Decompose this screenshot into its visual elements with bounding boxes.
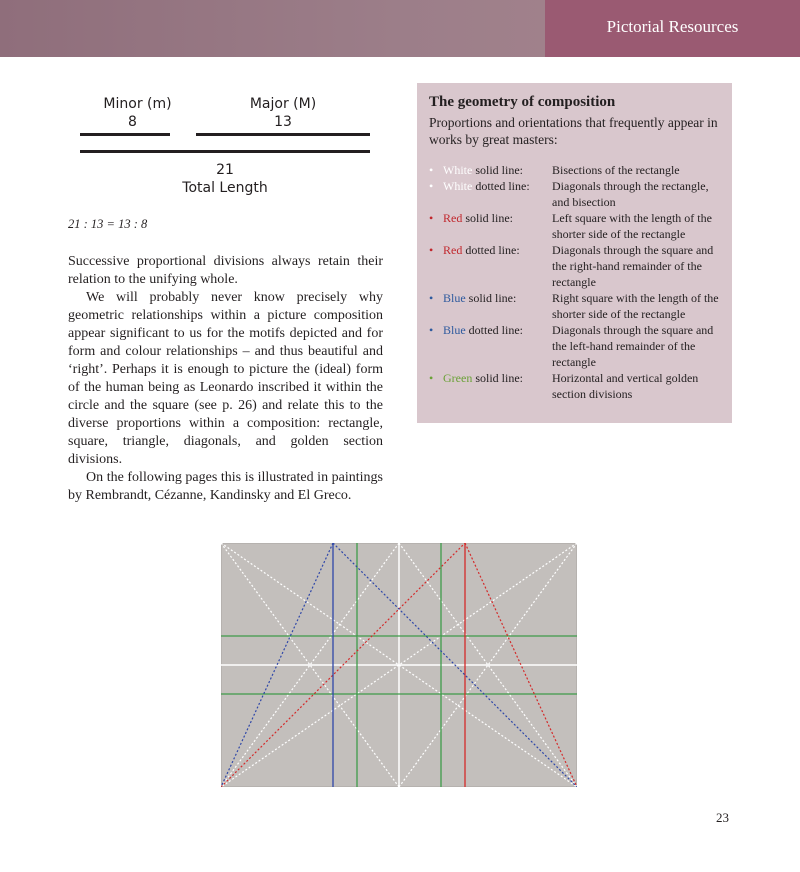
legend-item	[429, 242, 727, 290]
minor-segment-line	[80, 133, 170, 136]
major-segment-line	[196, 133, 370, 136]
ratio-diagram	[70, 92, 390, 202]
total-label: Total Length	[182, 180, 268, 196]
minor-value: 8	[128, 114, 137, 130]
legend-item	[429, 290, 727, 322]
legend-line-type: dotted line:	[462, 243, 520, 257]
bullet-icon: •	[429, 211, 434, 225]
legend-list	[429, 162, 727, 402]
page-number: 23	[716, 810, 729, 825]
legend-color-word: White	[443, 163, 473, 177]
legend-item	[429, 322, 727, 370]
minor-label: Minor (m)	[103, 96, 172, 112]
info-box-title: The geometry of composition	[429, 94, 616, 110]
paragraph: We will probably never know precisely why geometric relationships within a picture composition appear significant to us for the motifs depicted and for form and colour relationships – and thus beautiful and ‘right’. Perhaps it is enough to picture the (ideal) form of the human being as Leonardo inscribed it within the circle and the square (see p. 26) and relate this to the diverse proportions within a composition: rectangle, square, triangle, diagonals, and golden section divisions.	[68, 290, 383, 467]
bullet-icon: •	[429, 243, 434, 257]
legend-item	[429, 210, 727, 242]
total-value: 21	[216, 162, 234, 178]
info-box-intro: Proportions and orientations that frequently appear in works by great masters:	[429, 115, 718, 147]
legend-color-word: Blue	[443, 323, 466, 337]
ratio-equation: 21 : 13 = 13 : 8	[68, 217, 148, 231]
legend-color-word: Green	[443, 371, 473, 385]
legend-line-type: solid line:	[465, 291, 517, 305]
bullet-icon: •	[429, 179, 434, 193]
legend-description: Bisections of the rectangle	[552, 163, 680, 177]
legend-description: Right square with the length of the shorter side of the rectangle	[552, 291, 719, 321]
bullet-icon: •	[429, 291, 434, 305]
legend-description: Horizontal and vertical golden section divisions	[552, 371, 699, 401]
legend-color-word: Blue	[443, 291, 466, 305]
paragraph: On the following pages this is illustrated in paintings by Rembrandt, Cézanne, Kandinsky and El Greco.	[68, 470, 383, 503]
legend-line-type: solid line:	[472, 371, 523, 385]
legend-line-type: dotted line:	[465, 323, 523, 337]
composition-geometry-figure	[221, 543, 577, 787]
bullet-icon: •	[429, 371, 434, 385]
legend-description: Left square with the length of the shorter side of the rectangle	[552, 211, 712, 241]
paragraph: Successive proportional divisions always retain their relation to the unifying whole.	[68, 254, 383, 287]
legend-color-word: White	[443, 179, 473, 193]
bullet-icon: •	[429, 323, 434, 337]
legend-description: Diagonals through the square and the right-hand remainder of the rectangle	[552, 243, 714, 289]
major-value: 13	[274, 114, 292, 130]
legend-color-word: Red	[443, 243, 463, 257]
legend-line-type: dotted line:	[472, 179, 530, 193]
legend-item	[429, 162, 727, 178]
info-box	[417, 83, 732, 423]
legend-color-word: Red	[443, 211, 463, 225]
legend-description: Diagonals through the square and the left-hand remainder of the rectangle	[552, 323, 714, 369]
section-title: Pictorial Resources	[545, 0, 800, 57]
legend-line-type: solid line:	[462, 211, 514, 225]
legend-item	[429, 178, 727, 210]
bullet-icon: •	[429, 163, 434, 177]
major-label: Major (M)	[249, 96, 317, 112]
body-text	[68, 253, 383, 505]
legend-line-type: solid line:	[472, 163, 523, 177]
legend-description: Diagonals through the rectangle, and bisection	[552, 179, 709, 209]
total-length-line	[80, 150, 370, 153]
legend-item	[429, 370, 727, 402]
